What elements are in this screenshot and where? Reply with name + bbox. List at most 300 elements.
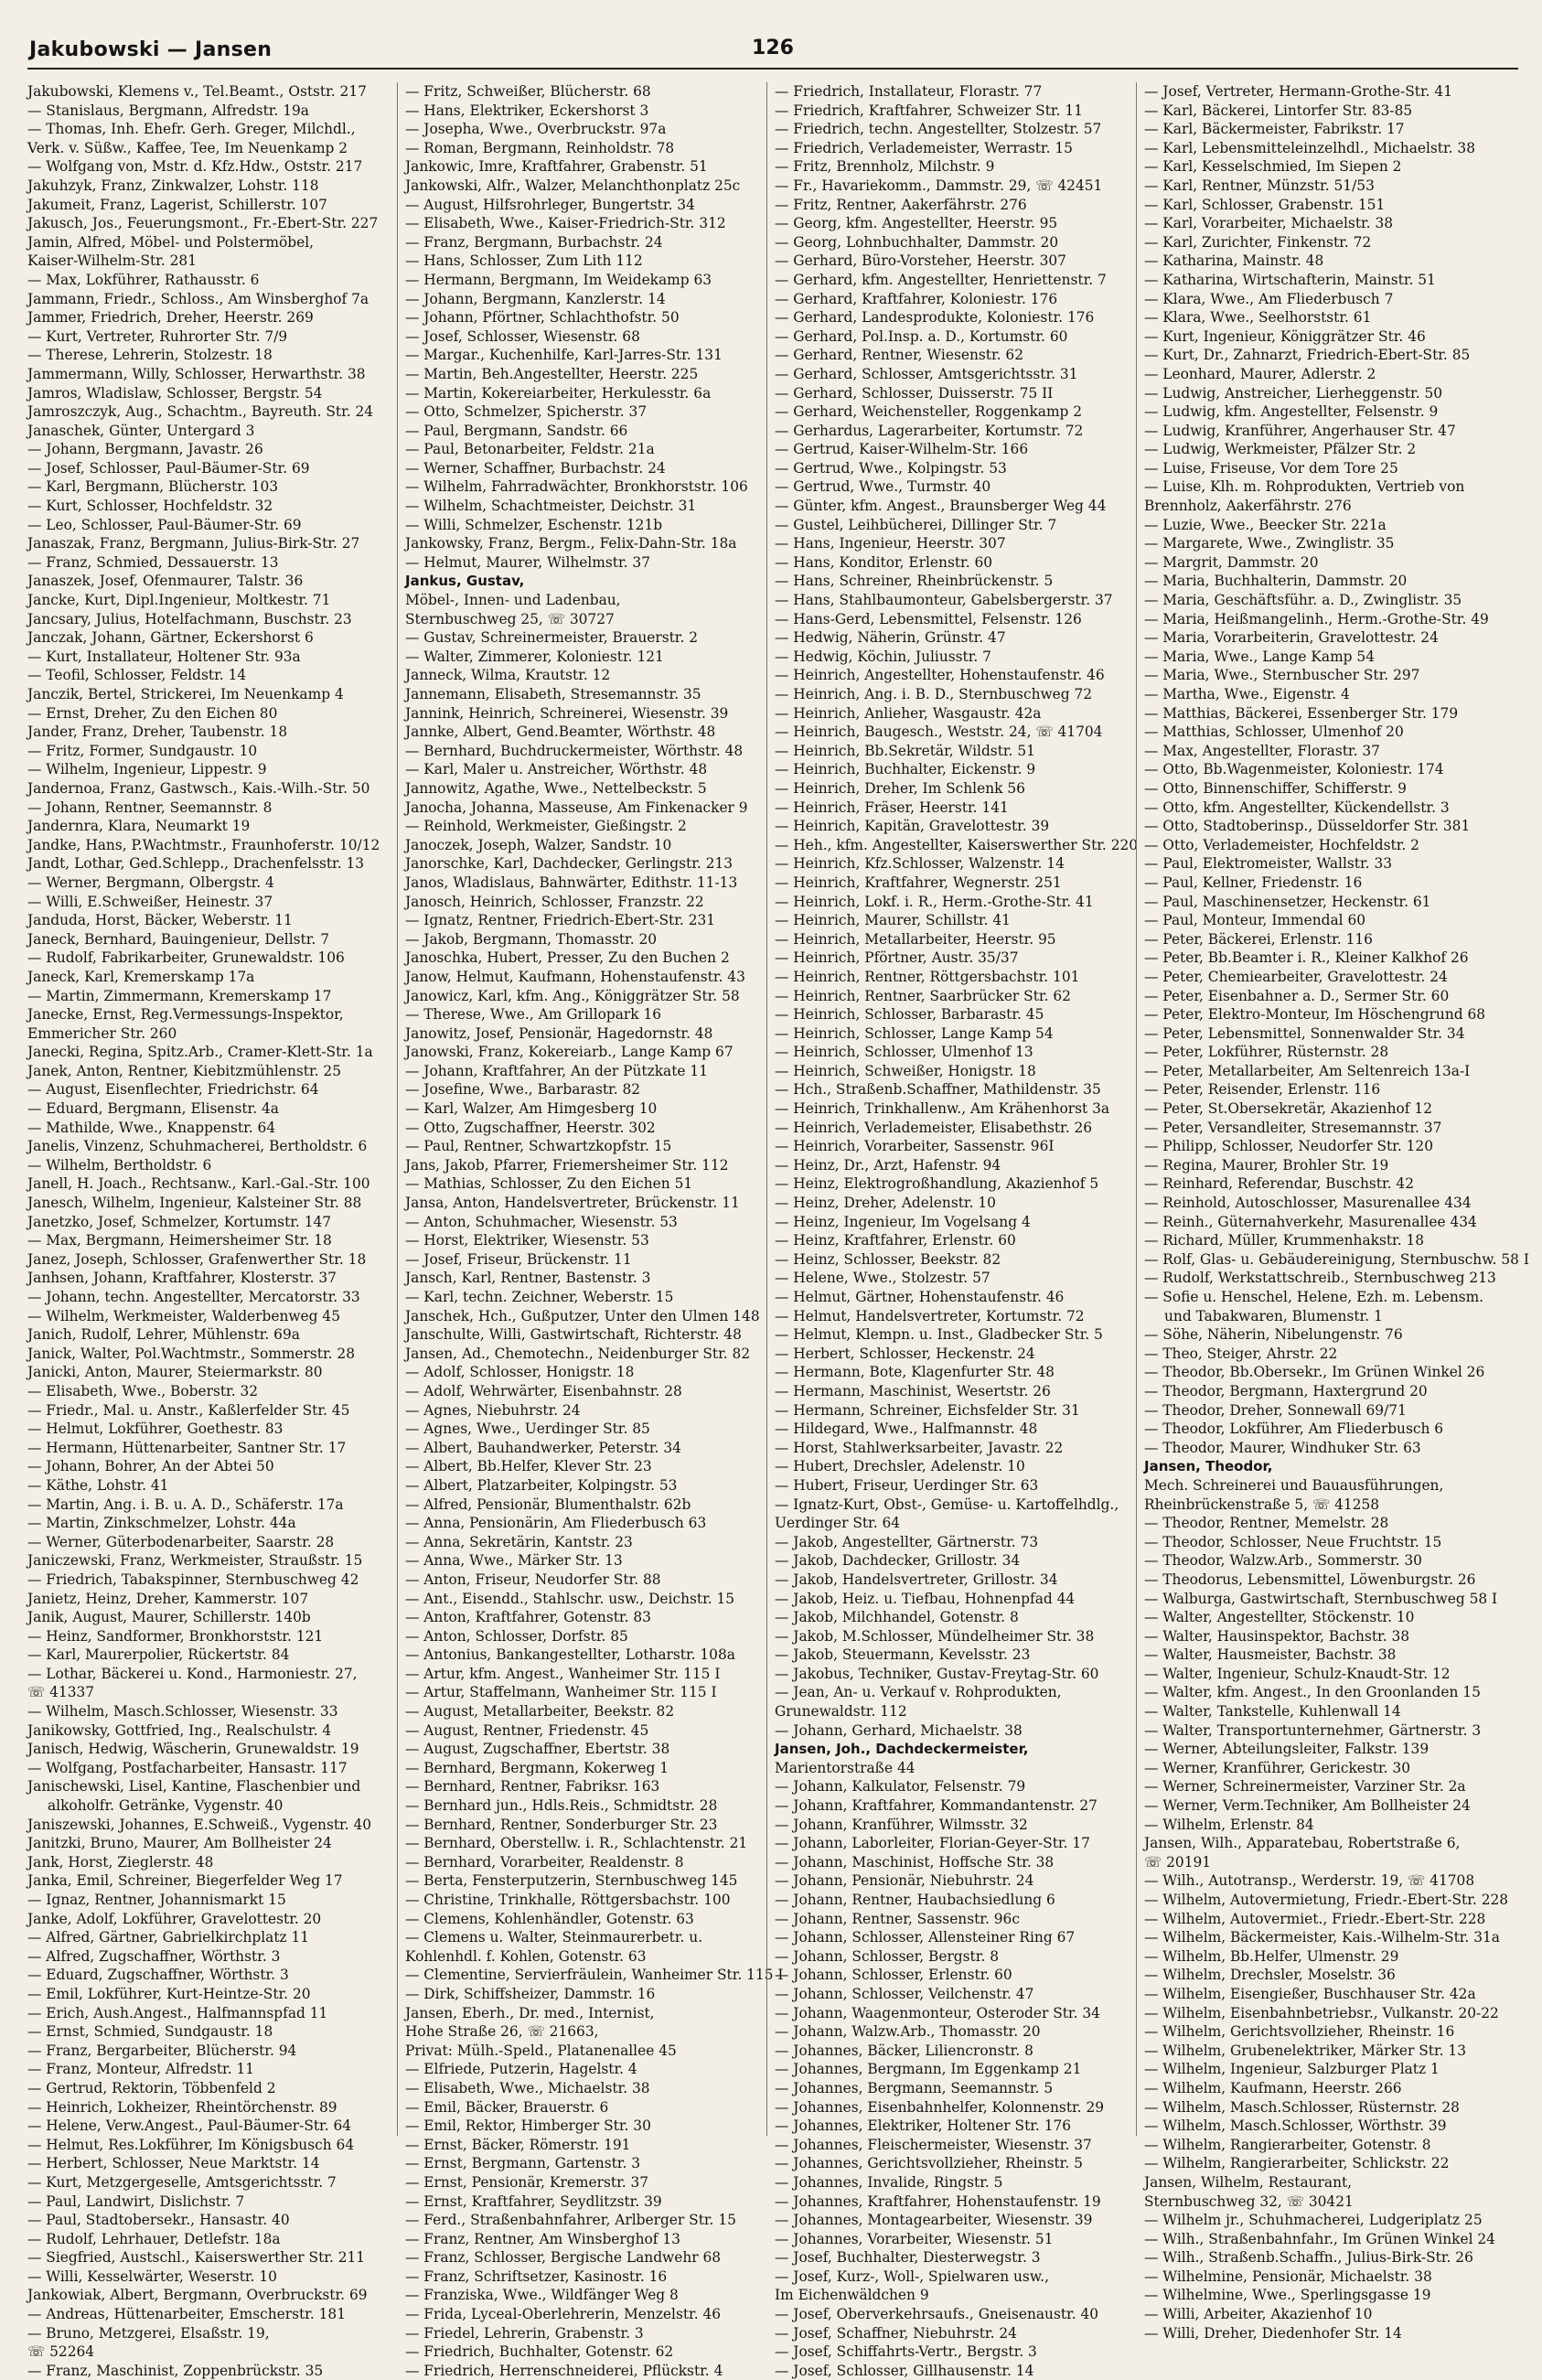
directory-entry: — Rudolf, Werkstattschreib., Sternbuschweg 213	[1144, 1270, 1496, 1287]
directory-entry: Janicki, Anton, Maurer, Steiermarkstr. 80	[27, 1364, 323, 1381]
directory-entry: — Paul, Landwirt, Dislichstr. 7	[27, 2192, 245, 2210]
directory-entry: Jandernoa, Franz, Gastwsch., Kais.-Wilh.-Str. 50	[27, 779, 370, 797]
directory-entry: — Artur, Staffelmann, Wanheimer Str. 115 I	[405, 1684, 717, 1701]
directory-entry: — Karl, Schlosser, Grabenstr. 151	[1144, 196, 1386, 213]
directory-entry: — Wilhelm, Gerichtsvollzieher, Rheinstr. 16	[1144, 2023, 1455, 2041]
directory-entry: — Heinrich, Vorarbeiter, Sassenstr. 96I	[775, 1138, 1055, 1155]
directory-entry: — Peter, Chemiearbeiter, Gravelottestr. 24	[1144, 968, 1448, 985]
directory-entry: — Theo, Steiger, Ahrstr. 22	[1144, 1345, 1338, 1362]
directory-entry: Jankowsky, Franz, Bergm., Felix-Dahn-Str. 18a	[405, 535, 737, 552]
directory-entry: — Erich, Aush.Angest., Halfmannspfad 11	[27, 2004, 328, 2021]
directory-entry: — Franz, Bergmann, Burbachstr. 24	[405, 233, 663, 251]
directory-entry: Sternbuschweg 25, ☏ 30727	[405, 610, 615, 627]
directory-entry: Jansch, Karl, Rentner, Bastenstr. 3	[405, 1270, 651, 1287]
directory-entry: — Martha, Wwe., Eigenstr. 4	[1144, 686, 1350, 702]
directory-entry: Janowicz, Karl, kfm. Ang., Königgrätzer Str. 58	[405, 987, 740, 1004]
directory-entry: — Max, Bergmann, Heimersheimer Str. 18	[27, 1232, 332, 1249]
directory-entry: — Martin, Zinkschmelzer, Lohstr. 44a	[27, 1515, 296, 1532]
directory-entry: — Hans, Schreiner, Rheinbrückenstr. 5	[775, 573, 1054, 590]
directory-entry: — Ernst, Dreher, Zu den Eichen 80	[27, 704, 278, 722]
directory-entry: — Jakob, Angestellter, Gärtnerstr. 73	[775, 1533, 1039, 1550]
directory-entry: — Anton, Kraftfahrer, Gotenstr. 83	[405, 1609, 651, 1626]
directory-entry: — Ludwig, kfm. Angestellter, Felsenstr. 9	[1144, 403, 1439, 421]
directory-entry: — Wilhelm, Bäckermeister, Kais.-Wilhelm-Str. 31a	[1144, 1929, 1500, 1946]
directory-entry: — Hch., Straßenb.Schaffner, Mathildenstr. 35	[775, 1081, 1101, 1099]
directory-entry: — Therese, Lehrerin, Stolzestr. 18	[27, 347, 273, 364]
directory-entry: Janoczek, Joseph, Walzer, Sandstr. 10	[405, 836, 672, 853]
directory-entry: — Theodor, Schlosser, Neue Fruchtstr. 15	[1144, 1533, 1442, 1550]
directory-entry: — Johann, Laborleiter, Florian-Geyer-Str. 17	[775, 1835, 1090, 1852]
directory-entry: — Johann, Pensionär, Niebuhrstr. 24	[775, 1872, 1034, 1890]
directory-entry: — Wilhelm, Bb.Helfer, Ulmenstr. 29	[1144, 1947, 1399, 1965]
directory-entry: — Johann, Kraftfahrer, Kommandantenstr. 27	[775, 1797, 1098, 1815]
directory-entry: — Theodor, Walzw.Arb., Sommerstr. 30	[1144, 1552, 1422, 1570]
directory-entry: — Andreas, Hüttenarbeiter, Emscherstr. 181	[27, 2306, 347, 2323]
directory-entry: — Theodor, Rentner, Memelstr. 28	[1144, 1515, 1389, 1532]
directory-entry: Janorschke, Karl, Dachdecker, Gerlingstr. 213	[405, 855, 734, 873]
directory-entry: Brennholz, Aakerfährstr. 276	[1144, 498, 1352, 515]
directory-entry: Jandernra, Klara, Neumarkt 19	[27, 818, 251, 835]
directory-entry: — Friedrich, techn. Angestellter, Stolzestr. 57	[775, 121, 1102, 138]
directory-entry: — Heinrich, Maurer, Schillstr. 41	[775, 912, 1011, 929]
directory-entry: — Josef, Friseur, Brückenstr. 11	[405, 1250, 632, 1268]
directory-entry: — Otto, Stadtoberinsp., Düsseldorfer Str. 381	[1144, 818, 1471, 835]
directory-entry: — Wilhelm, Grubenelektriker, Märker Str. 13	[1144, 2042, 1466, 2059]
column-1	[27, 82, 393, 2379]
directory-entry: Jansen, Joh., Dachdeckermeister,	[775, 1741, 1029, 1758]
directory-entry: — August, Hilfsrohrleger, Bungertstr. 34	[405, 196, 695, 213]
directory-entry: Janell, H. Joach., Rechtsanw., Karl.-Gal.-Str. 100	[27, 1175, 370, 1193]
directory-entry: — Lothar, Bäckerei u. Kond., Harmoniestr. 27,	[27, 1665, 358, 1682]
directory-entry: — Heinrich, Kfz.Schlosser, Walzenstr. 14	[775, 855, 1065, 873]
directory-entry: — Walter, Hausmeister, Bachstr. 38	[1144, 1646, 1397, 1664]
directory-entry: — Johann, Rentner, Haubachsiedlung 6	[775, 1892, 1055, 1908]
directory-entry: Jammann, Friedr., Schloss., Am Winsberghof 7a	[27, 290, 369, 307]
directory-entry: — Rudolf, Lehrhauer, Detlefstr. 18a	[27, 2230, 281, 2247]
directory-entry: — Kurt, Vertreter, Ruhrorter Str. 7/9	[27, 327, 288, 345]
directory-entry: — Heinrich, Kapitän, Gravelottestr. 39	[775, 818, 1050, 835]
directory-entry: — Sofie u. Henschel, Helene, Ezh. m. Lebensm.	[1144, 1289, 1484, 1305]
directory-entry: — Jakob, Heiz. u. Tiefbau, Hohnenpfad 44	[775, 1590, 1076, 1607]
directory-entry: — Albert, Bb.Helfer, Klever Str. 23	[405, 1458, 652, 1475]
directory-entry: — Anton, Schuhmacher, Wiesenstr. 53	[405, 1213, 678, 1230]
directory-entry: — Wilhelm, Drechsler, Moselstr. 36	[1144, 1967, 1396, 1984]
directory-entry: — Horst, Stahlwerksarbeiter, Javastr. 22	[775, 1439, 1064, 1456]
directory-entry: — Jakob, Steuermann, Kevelsstr. 23	[775, 1646, 1031, 1664]
directory-entry: — Heinrich, Bb.Sekretär, Wildstr. 51	[775, 742, 1035, 759]
directory-entry: — Karl, Walzer, Am Himgesberg 10	[405, 1100, 658, 1118]
directory-entry: — Heinrich, Kraftfahrer, Wegnerstr. 251	[775, 874, 1062, 891]
directory-entry: — Walter, Tankstelle, Kuhlenwall 14	[1144, 1703, 1401, 1721]
directory-entry: Janke, Adolf, Lokführer, Gravelottestr. 20	[27, 1910, 322, 1927]
page-header	[27, 35, 1518, 70]
directory-entry: Uerdinger Str. 64	[775, 1515, 901, 1532]
directory-entry: — Antonius, Bankangestellter, Lotharstr. 108a	[405, 1646, 735, 1664]
directory-entry: — Söhe, Näherin, Nibelungenstr. 76	[1144, 1326, 1403, 1344]
directory-entry: — Wolfgang von, Mstr. d. Kfz.Hdw., Oststr. 217	[27, 158, 363, 176]
directory-entry: — Theodor, Lokführer, Am Fliederbusch 6	[1144, 1420, 1444, 1438]
directory-entry: — Otto, Binnenschiffer, Schifferstr. 9	[1144, 779, 1407, 797]
directory-entry: — Alfred, Gärtner, Gabrielkirchplatz 11	[27, 1929, 310, 1946]
directory-entry: — Maria, Heißmangelinh., Herm.-Grothe-Str. 49	[1144, 610, 1489, 627]
directory-entry: — Anna, Sekretärin, Kantstr. 23	[405, 1533, 633, 1550]
directory-entry: — Gerhard, Pol.Insp. a. D., Kortumstr. 60	[775, 327, 1068, 345]
directory-entry: — Elisabeth, Wwe., Michaelstr. 38	[405, 2079, 650, 2096]
directory-entry: Janeck, Karl, Kremerskamp 17a	[27, 968, 255, 985]
directory-entry: Jannemann, Elisabeth, Stresemannstr. 35	[405, 686, 701, 702]
directory-entry: — Peter, Bb.Beamter i. R., Kleiner Kalkhof 26	[1144, 949, 1469, 967]
directory-entry: — Philipp, Schlosser, Neudorfer Str. 120	[1144, 1138, 1433, 1155]
directory-entry: — Helmut, Maurer, Wilhelmstr. 37	[405, 553, 651, 571]
directory-entry: — Reinhold, Werkmeister, Gießingstr. 2	[405, 818, 687, 835]
directory-entry: — Heinrich, Schlosser, Ulmenhof 13	[775, 1044, 1033, 1061]
directory-entry: — Johann, Rentner, Sassenstr. 96c	[775, 1910, 1020, 1927]
directory-entry: — Ignatz-Kurt, Obst-, Gemüse- u. Kartoffelhdlg.,	[775, 1496, 1119, 1513]
directory-entry: — Kurt, Installateur, Holtener Str. 93a	[27, 648, 301, 665]
directory-entry: — Leonhard, Maurer, Adlerstr. 2	[1144, 365, 1376, 382]
directory-entry: — Johann, Walzw.Arb., Thomasstr. 20	[775, 2023, 1041, 2041]
directory-entry: Grunewaldstr. 112	[775, 1703, 907, 1721]
directory-entry: — Rudolf, Fabrikarbeiter, Grunewaldstr. 106	[27, 949, 345, 967]
directory-entry: Kohlenhdl. f. Kohlen, Gotenstr. 63	[405, 1947, 647, 1965]
directory-entry: — Anna, Wwe., Märker Str. 13	[405, 1552, 623, 1570]
directory-entry: — Helmut, Klempn. u. Inst., Gladbecker Str. 5	[775, 1326, 1103, 1344]
directory-entry: — Johann, Schlosser, Bergstr. 8	[775, 1947, 999, 1965]
directory-entry: und Tabakwaren, Blumenstr. 1	[1164, 1307, 1383, 1324]
directory-entry: — Paul, Bergmann, Sandstr. 66	[405, 422, 628, 439]
directory-entry: — Ernst, Pensionär, Kremerstr. 37	[405, 2173, 649, 2191]
directory-entry: — Josef, Schlosser, Wiesenstr. 68	[405, 327, 640, 345]
directory-entry: — Ludwig, Anstreicher, Lierheggenstr. 50	[1144, 384, 1443, 402]
directory-entry: — Wilhelm, Fahrradwächter, Bronkhorststr. 106	[405, 478, 748, 496]
directory-entry: Janczik, Bertel, Strickerei, Im Neuenkamp 4	[27, 686, 344, 702]
directory-entry: — Werner, Güterbodenarbeiter, Saarstr. 28	[27, 1533, 335, 1550]
directory-entry: — Friedrich, Buchhalter, Gotenstr. 62	[405, 2343, 674, 2361]
directory-entry: — Franz, Schmied, Dessauerstr. 13	[27, 553, 279, 571]
directory-entry: — Heh., kfm. Angestellter, Kaiserswerther Str. 220	[775, 836, 1139, 853]
directory-entry: — Leo, Schlosser, Paul-Bäumer-Str. 69	[27, 516, 302, 533]
directory-entry: — Martin, Ang. i. B. u. A. D., Schäferstr. 17a	[27, 1496, 344, 1513]
directory-entry: — Heinrich, Schlosser, Lange Kamp 54	[775, 1024, 1054, 1042]
directory-entry: — Josefine, Wwe., Barbarastr. 82	[405, 1081, 641, 1099]
directory-entry: — Fr., Havariekomm., Dammstr. 29, ☏ 42451	[775, 177, 1103, 194]
directory-entry: — Gerhard, Büro-Vorsteher, Heerstr. 307	[775, 252, 1066, 270]
directory-entry: — Heinrich, Schweißer, Honigstr. 18	[775, 1062, 1036, 1079]
directory-entry: — Heinz, Dreher, Adelenstr. 10	[775, 1195, 996, 1212]
directory-entry: Jander, Franz, Dreher, Taubenstr. 18	[27, 724, 288, 741]
directory-entry: Mech. Schreinerei und Bauausführungen,	[1144, 1476, 1444, 1494]
directory-entry: — Theodor, Dreher, Sonnewall 69/71	[1144, 1401, 1407, 1419]
directory-entry: — Paul, Rentner, Schwartzkopfstr. 15	[405, 1138, 672, 1155]
directory-entry: — Kurt, Ingenieur, Königgrätzer Str. 46	[1144, 327, 1426, 345]
directory-entry: — Johannes, Gerichtsvollzieher, Rheinstr. 5	[775, 2155, 1083, 2172]
directory-entry: — Gertrud, Wwe., Turmstr. 40	[775, 478, 991, 496]
directory-entry: — Kurt, Schlosser, Hochfeldstr. 32	[27, 498, 273, 515]
directory-entry: — Friedrich, Kraftfahrer, Schweizer Str. 11	[775, 102, 1083, 119]
directory-entry: — Peter, Versandleiter, Stresemannstr. 37	[1144, 1119, 1442, 1136]
directory-entry: — Paul, Stadtobersekr., Hansastr. 40	[27, 2212, 290, 2229]
directory-entry: — Heinz, Schlosser, Beekstr. 82	[775, 1250, 1001, 1268]
directory-entry: — Luise, Friseuse, Vor dem Tore 25	[1144, 459, 1398, 477]
directory-entry: — Hans, Schlosser, Zum Lith 112	[405, 252, 643, 270]
directory-entry: — Adolf, Schlosser, Honigstr. 18	[405, 1364, 635, 1381]
directory-entry: — Roman, Bergmann, Reinholdstr. 78	[405, 139, 675, 156]
directory-entry: — Johannes, Invalide, Ringstr. 5	[775, 2173, 1003, 2191]
directory-entry: Jancsary, Julius, Hotelfachmann, Buschstr. 23	[27, 610, 352, 627]
directory-entry: Janelis, Vinzenz, Schuhmacherei, Bertholdstr. 6	[27, 1138, 368, 1155]
directory-entry: Janek, Anton, Rentner, Kiebitzmühlenstr. 25	[27, 1062, 341, 1079]
directory-entry: — Josef, Buchhalter, Diesterwegstr. 3	[775, 2249, 1041, 2267]
directory-entry: — Friedrich, Herrenschneiderei, Pflückstr. 4	[405, 2362, 723, 2379]
directory-entry: Jankus, Gustav,	[405, 573, 525, 590]
directory-entry: — Klara, Wwe., Am Fliederbusch 7	[1144, 290, 1394, 307]
directory-entry: Janowski, Franz, Kokereiarb., Lange Kamp 67	[405, 1044, 734, 1061]
directory-entry: — Josef, Schaffner, Niebuhrstr. 24	[775, 2324, 1017, 2342]
directory-entry: — Theodor, Bergmann, Haxtergrund 20	[1144, 1382, 1428, 1399]
directory-entry: — Hildegard, Wwe., Halfmannstr. 48	[775, 1420, 1038, 1438]
directory-entry: — Werner, Verm.Techniker, Am Bollheister 24	[1144, 1797, 1471, 1815]
directory-entry: — Georg, kfm. Angestellter, Heerstr. 95	[775, 215, 1058, 232]
directory-entry: — Hubert, Drechsler, Adelenstr. 10	[775, 1458, 1025, 1475]
directory-entry: Jakusch, Jos., Feuerungsmont., Fr.-Ebert-Str. 227	[27, 215, 379, 232]
directory-entry: — Bernhard, Rentner, Fabriksr. 163	[405, 1778, 660, 1796]
directory-entry: — Franz, Schriftsetzer, Kasinostr. 16	[405, 2267, 668, 2285]
directory-entry: — Josef, Vertreter, Hermann-Grothe-Str. 41	[1144, 83, 1452, 100]
directory-entry: — Gerhard, Schlosser, Amtsgerichtsstr. 31	[775, 365, 1078, 382]
directory-entry: — Therese, Wwe., Am Grillopark 16	[405, 1006, 662, 1024]
directory-entry: — Karl, Bäckermeister, Fabrikstr. 17	[1144, 121, 1405, 138]
directory-entry: — Luise, Klh. m. Rohprodukten, Vertrieb von	[1144, 478, 1465, 496]
directory-entry: Jamin, Alfred, Möbel- und Polstermöbel,	[27, 233, 315, 251]
directory-entry: — Hans, Ingenieur, Heerstr. 307	[775, 535, 1006, 552]
directory-entry: — Karl, techn. Zeichner, Weberstr. 15	[405, 1289, 674, 1305]
directory-entry: — Hans-Gerd, Lebensmittel, Felsenstr. 126	[775, 610, 1082, 627]
directory-entry: — Elisabeth, Wwe., Boberstr. 32	[27, 1382, 259, 1399]
directory-entry: — Ant., Eisendd., Stahlschr. usw., Deichstr. 15	[405, 1590, 735, 1607]
directory-entry: — Teofil, Schlosser, Feldstr. 14	[27, 667, 247, 684]
directory-entry: — Wilh., Autotransp., Werderstr. 19, ☏ 41708	[1144, 1872, 1475, 1890]
directory-entry: — Bernhard jun., Hdls.Reis., Schmidtstr. 28	[405, 1797, 718, 1815]
directory-entry: — Jakob, M.Schlosser, Mündelheimer Str. 38	[775, 1627, 1095, 1645]
directory-entry: — Wilhelm, Schachtmeister, Deichstr. 31	[405, 498, 697, 515]
directory-entry: — Paul, Kellner, Friedenstr. 16	[1144, 874, 1363, 891]
directory-entry: — Johann, Bohrer, An der Abtei 50	[27, 1458, 274, 1475]
directory-entry: — Walter, Hausinspektor, Bachstr. 38	[1144, 1627, 1410, 1645]
directory-entry: — Heinrich, Verlademeister, Elisabethstr. 26	[775, 1119, 1093, 1136]
directory-entry: Jankowiak, Albert, Bergmann, Overbruckstr. 69	[27, 2287, 368, 2304]
directory-entry: — Gerhard, Weichensteller, Roggenkamp 2	[775, 403, 1083, 421]
directory-entry: — Martin, Zimmermann, Kremerskamp 17	[27, 987, 332, 1004]
directory-entry: — Fritz, Brennholz, Milchstr. 9	[775, 158, 995, 176]
directory-entry: — Heinrich, Trinkhallenw., Am Krähenhorst 3a	[775, 1100, 1110, 1118]
directory-entry: — Otto, Bb.Wagenmeister, Koloniestr. 174	[1144, 761, 1444, 778]
directory-entry: Jancke, Kurt, Dipl.Ingenieur, Moltkestr. 71	[27, 592, 331, 609]
directory-entry: — Gerhard, Kraftfahrer, Koloniestr. 176	[775, 290, 1058, 307]
directory-entry: Janowitz, Josef, Pensionär, Hagedornstr. 48	[405, 1024, 713, 1042]
directory-entry: — Paul, Maschinensetzer, Heckenstr. 61	[1144, 893, 1431, 910]
directory-entry: — Katharina, Mainstr. 48	[1144, 252, 1324, 270]
directory-entry: — Gerhard, Rentner, Wiesenstr. 62	[775, 347, 1024, 364]
directory-entry: — Peter, Lokführer, Rüsternstr. 28	[1144, 1044, 1389, 1061]
directory-entry: — Margar., Kuchenhilfe, Karl-Jarres-Str. 131	[405, 347, 723, 364]
directory-entry: — Stanislaus, Bergmann, Alfredstr. 19a	[27, 102, 309, 119]
directory-entry: — Albert, Platzarbeiter, Kolpingstr. 53	[405, 1476, 678, 1494]
directory-entry: — Heinrich, Buchhalter, Eickenstr. 9	[775, 761, 1036, 778]
directory-entry: — Johannes, Elektriker, Holtener Str. 176	[775, 2117, 1072, 2135]
directory-entry: — Luzie, Wwe., Beecker Str. 221a	[1144, 516, 1387, 533]
directory-entry: — Gertrud, Kaiser-Wilhelm-Str. 166	[775, 441, 1029, 458]
directory-entry: — Elfriede, Putzerin, Hagelstr. 4	[405, 2061, 637, 2078]
directory-entry: — Alfred, Zugschaffner, Wörthstr. 3	[27, 1947, 281, 1965]
directory-entry: — Martin, Beh.Angestellter, Heerstr. 225	[405, 365, 699, 382]
directory-entry: — Reinh., Güternahverkehr, Masurenallee 434	[1144, 1213, 1477, 1230]
directory-entry: — Heinrich, Schlosser, Barbarastr. 45	[775, 1006, 1044, 1024]
directory-entry: — Wilhelm, Bertholdstr. 6	[27, 1156, 212, 1174]
directory-entry: — Franz, Maschinist, Zoppenbrückstr. 35	[27, 2362, 324, 2379]
directory-entry: — Wilhelm, Masch.Schlosser, Wiesenstr. 33	[27, 1703, 338, 1721]
column-2	[397, 82, 784, 2379]
directory-entry: — Josef, Schlosser, Paul-Bäumer-Str. 69	[27, 459, 310, 477]
directory-entry: — Walter, Ingenieur, Schulz-Knaudt-Str. 12	[1144, 1665, 1451, 1682]
directory-entry: — Werner, Schreinermeister, Varziner Str. 2a	[1144, 1778, 1466, 1796]
directory-entry: — Hans, Konditor, Erlenstr. 60	[775, 553, 993, 571]
directory-entry: ☏ 41337	[27, 1684, 95, 1701]
directory-entry: — Walter, Angestellter, Stöckenstr. 10	[1144, 1609, 1415, 1626]
directory-entry: Privat: Mülh.-Speld., Platanenallee 45	[405, 2042, 677, 2059]
directory-entry: — Heinrich, Metallarbeiter, Heerstr. 95	[775, 930, 1056, 948]
directory-entry: Jans, Jakob, Pfarrer, Friemersheimer Str. 112	[405, 1156, 729, 1174]
directory-entry: Janka, Emil, Schreiner, Biegerfelder Weg 17	[27, 1872, 343, 1890]
directory-entry: — Johann, Schlosser, Erlenstr. 60	[775, 1967, 1012, 1984]
directory-entry: — Helmut, Handelsvertreter, Kortumstr. 72	[775, 1307, 1085, 1324]
directory-entry: — Bernhard, Oberstellw. i. R., Schlachtenstr. 21	[405, 1835, 748, 1852]
directory-entry: — Franz, Rentner, Am Winsberghof 13	[405, 2230, 680, 2247]
directory-entry: Janick, Walter, Pol.Wachtmstr., Sommerstr. 28	[27, 1345, 356, 1362]
directory-entry: — Clementine, Servierfräulein, Wanheimer Str. 115 I	[405, 1967, 784, 1984]
directory-entry: — Hans, Stahlbaumonteur, Gabelsbergerstr. 37	[775, 592, 1113, 609]
directory-entry: — Peter, Bäckerei, Erlenstr. 116	[1144, 930, 1373, 948]
directory-entry: Jakuhzyk, Franz, Zinkwalzer, Lohstr. 118	[27, 177, 319, 194]
directory-entry: Jammermann, Willy, Schlosser, Herwarthstr. 38	[27, 365, 366, 382]
directory-entry: Janos, Wladislaus, Bahnwärter, Edithstr. 11-13	[405, 874, 738, 891]
directory-entry: — Regina, Maurer, Brohler Str. 19	[1144, 1156, 1389, 1174]
directory-entry: — Maria, Geschäftsführ. a. D., Zwinglistr. 35	[1144, 592, 1462, 609]
directory-entry: — Wilhelm, Eisengießer, Buschhauser Str. 42a	[1144, 1985, 1476, 2002]
directory-entry: — Klara, Wwe., Seelhorststr. 61	[1144, 309, 1372, 327]
directory-entry: — Helmut, Lokführer, Goethestr. 83	[27, 1420, 284, 1438]
directory-entry: — Walter, Zimmerer, Koloniestr. 121	[405, 648, 664, 665]
directory-entry: — Johannes, Montagearbeiter, Wiesenstr. 39	[775, 2212, 1093, 2229]
directory-entry: — Hermann, Hüttenarbeiter, Santner Str. 17	[27, 1439, 347, 1456]
directory-entry: — Peter, Metallarbeiter, Am Seltenreich 13a-I	[1144, 1062, 1471, 1079]
directory-entry: Janikowsky, Gottfried, Ing., Realschulstr. 4	[27, 1721, 332, 1739]
directory-entry: — Gerhardus, Lagerarbeiter, Kortumstr. 72	[775, 422, 1084, 439]
directory-entry: — Heinrich, Rentner, Saarbrücker Str. 62	[775, 987, 1071, 1004]
directory-entry: ☏ 20191	[1144, 1853, 1212, 1871]
directory-entry: — Peter, Eisenbahner a. D., Sermer Str. 60	[1144, 987, 1450, 1004]
directory-entry: — Helene, Verw.Angest., Paul-Bäumer-Str. 64	[27, 2117, 352, 2135]
directory-entry: — Bernhard, Bergmann, Kokerweg 1	[405, 1759, 669, 1776]
directory-entry: — Willi, Dreher, Diedenhofer Str. 14	[1144, 2324, 1402, 2342]
directory-entry: Jannke, Albert, Gend.Beamter, Wörthstr. 48	[405, 724, 716, 741]
directory-entry: — Friedr., Mal. u. Anstr., Kaßlerfelder Str. 45	[27, 1401, 350, 1419]
directory-entry: Möbel-, Innen- und Ladenbau,	[405, 592, 621, 609]
directory-entry: — Max, Lokführer, Rathausstr. 6	[27, 271, 260, 288]
directory-entry: — Johann, Kraftfahrer, An der Pützkate 11	[405, 1062, 708, 1079]
directory-entry: — Fritz, Schweißer, Blücherstr. 68	[405, 83, 651, 100]
directory-entry: — Friedrich, Tabakspinner, Sternbuschweg 42	[27, 1571, 359, 1588]
directory-entry: — Heinrich, Rentner, Röttgersbachstr. 101	[775, 968, 1080, 985]
directory-entry: Janietz, Heinz, Dreher, Kammerstr. 107	[27, 1590, 309, 1607]
directory-entry: — Josef, Schlosser, Gillhausenstr. 14	[775, 2362, 1034, 2379]
directory-entry: — Walburga, Gastwirtschaft, Sternbuschweg 58 I	[1144, 1590, 1498, 1607]
directory-entry: — Wilhelm, Rangierarbeiter, Schlickstr. 22	[1144, 2155, 1450, 2172]
directory-entry: — Ernst, Schmied, Sundgaustr. 18	[27, 2023, 273, 2041]
directory-entry: — Emil, Rektor, Himberger Str. 30	[405, 2117, 651, 2135]
directory-entry: — Friedrich, Installateur, Florastr. 77	[775, 83, 1043, 100]
directory-entry: Janich, Rudolf, Lehrer, Mühlenstr. 69a	[27, 1326, 300, 1344]
directory-entry: — Clemens u. Walter, Steinmaurerbetr. u.	[405, 1929, 703, 1946]
directory-entry: — Otto, Schmelzer, Spicherstr. 37	[405, 403, 648, 421]
directory-entry: — Heinz, Dr., Arzt, Hafenstr. 94	[775, 1156, 1001, 1174]
directory-entry: Janschek, Hch., Gußputzer, Unter den Ulmen 148	[405, 1307, 760, 1324]
directory-entry: — Maria, Buchhalterin, Dammstr. 20	[1144, 573, 1408, 590]
directory-entry: — Johann, Schlosser, Veilchenstr. 47	[775, 1985, 1034, 2002]
directory-entry: — Ferd., Straßenbahnfahrer, Arlberger Str. 15	[405, 2212, 736, 2229]
directory-entry: — Richard, Müller, Krummenhakstr. 18	[1144, 1232, 1425, 1249]
directory-entry: — Wilhelm, Autovermietung, Friedr.-Ebert-Str. 228	[1144, 1892, 1509, 1908]
directory-entry: — Elisabeth, Wwe., Kaiser-Friedrich-Str. 312	[405, 215, 726, 232]
directory-entry: — Hubert, Friseur, Uerdinger Str. 63	[775, 1476, 1039, 1494]
column-4	[1136, 82, 1529, 2342]
directory-entry: Jannink, Heinrich, Schreinerei, Wiesenstr. 39	[405, 704, 729, 722]
directory-entry: — Josef, Oberverkehrsaufs., Gneisenaustr. 40	[775, 2306, 1099, 2323]
directory-entry: — Herbert, Schlosser, Neue Marktstr. 14	[27, 2155, 320, 2172]
directory-entry: — Siegfried, Austschl., Kaiserswerther Str. 211	[27, 2249, 366, 2267]
directory-entry: — Jean, An- u. Verkauf v. Rohprodukten,	[775, 1684, 1062, 1701]
directory-entry: — Ernst, Kraftfahrer, Seydlitzstr. 39	[405, 2192, 662, 2210]
directory-entry: — Max, Angestellter, Florastr. 37	[1144, 742, 1380, 759]
directory-entry: — Heinz, Kraftfahrer, Erlenstr. 60	[775, 1232, 1016, 1249]
directory-entry: Janik, August, Maurer, Schillerstr. 140b	[27, 1609, 311, 1626]
directory-entry: Janiszewski, Johannes, E.Schweiß., Vygenstr. 40	[27, 1816, 372, 1833]
directory-entry: — Bernhard, Vorarbeiter, Realdenstr. 8	[405, 1853, 684, 1871]
directory-entry: — Gertrud, Wwe., Kolpingstr. 53	[775, 459, 1007, 477]
directory-entry: — Hedwig, Köchin, Juliusstr. 7	[775, 648, 991, 665]
directory-entry: Kaiser-Wilhelm-Str. 281	[27, 252, 198, 270]
directory-entry: Janetzko, Josef, Schmelzer, Kortumstr. 147	[27, 1213, 332, 1230]
directory-entry: — Matthias, Bäckerei, Essenberger Str. 179	[1144, 704, 1459, 722]
column-3	[766, 82, 1139, 2379]
directory-entry: — Georg, Lohnbuchhalter, Dammstr. 20	[775, 233, 1059, 251]
directory-entry: — Jakob, Handelsvertreter, Grillostr. 34	[775, 1571, 1058, 1588]
directory-entry: Janecki, Regina, Spitz.Arb., Cramer-Klett-Str. 1a	[27, 1044, 373, 1061]
directory-entry: Janiczewski, Franz, Werkmeister, Straußstr. 15	[27, 1552, 363, 1570]
directory-entry: — Helmut, Gärtner, Hohenstaufenstr. 46	[775, 1289, 1065, 1305]
directory-entry: — Willi, Arbeiter, Akazienhof 10	[1144, 2306, 1373, 2323]
directory-entry: — Theodor, Maurer, Windhuker Str. 63	[1144, 1439, 1421, 1456]
directory-entry: — Heinrich, Fräser, Heerstr. 141	[775, 799, 1009, 816]
directory-entry: — Ludwig, Kranführer, Angerhauser Str. 47	[1144, 422, 1456, 439]
directory-entry: — Peter, Lebensmittel, Sonnenwalder Str. 34	[1144, 1024, 1465, 1042]
directory-entry: — Franziska, Wwe., Wildfänger Weg 8	[405, 2287, 679, 2304]
directory-entry: — Maria, Vorarbeiterin, Gravelottestr. 24	[1144, 629, 1439, 647]
directory-entry: — Günter, kfm. Angest., Braunsberger Weg 44	[775, 498, 1107, 515]
directory-entry: Jankowski, Alfr., Walzer, Melanchthonplatz 25c	[405, 177, 741, 194]
directory-entry: Janow, Helmut, Kaufmann, Hohenstaufenstr. 43	[405, 968, 745, 985]
directory-entry: — Eduard, Zugschaffner, Wörthstr. 3	[27, 1967, 289, 1984]
directory-entry: Janez, Joseph, Schlosser, Grafenwerther Str. 18	[27, 1250, 367, 1268]
